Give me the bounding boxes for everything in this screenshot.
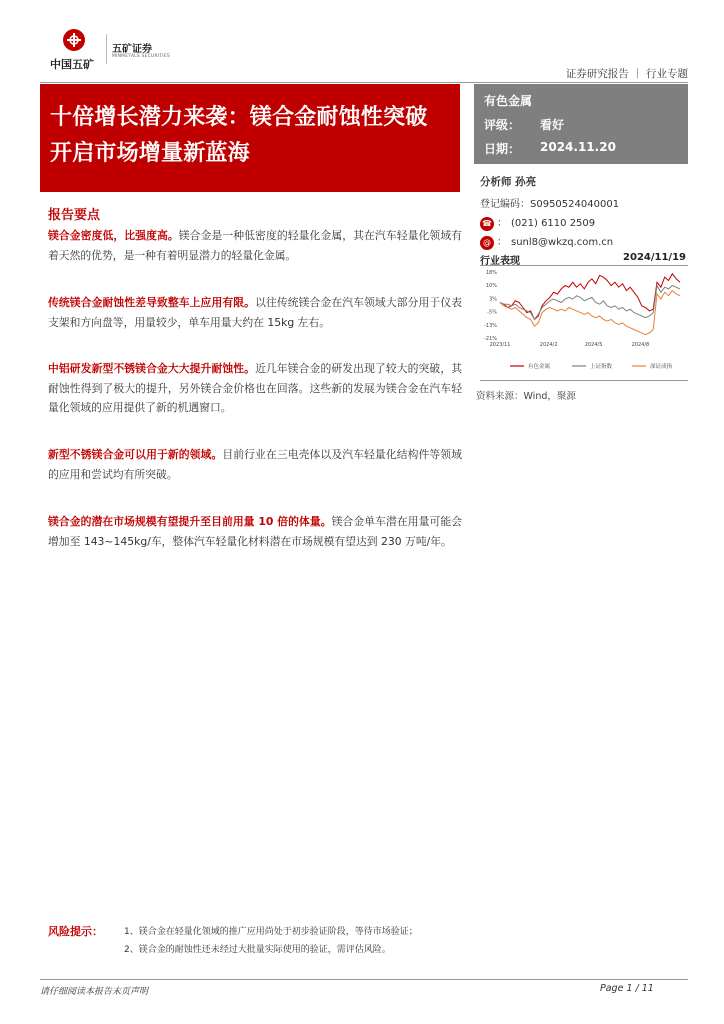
- email-icon: @: [480, 236, 494, 250]
- summary-point-4-highlight: 新型不锈镁合金可以用于新的领域。: [48, 448, 223, 461]
- company-name-cn: 中国五矿: [50, 58, 94, 71]
- analyst-registration: 登记编码：S0950524040001: [480, 199, 620, 210]
- summary-point-3-text: 近几年镁合金的研发出现了较大的突破，其耐蚀性得到了极大的提升，另外镁合金价格也在回落。这些新的发展为镁合金在汽车轻量化领域的应用提供了新的机遇窗口。: [48, 362, 463, 414]
- summary-point-2: [48, 293, 462, 332]
- analyst-info: [480, 174, 690, 252]
- rating-label: 评级：: [484, 118, 521, 132]
- header-divider: [40, 82, 688, 83]
- summary-point-1: [48, 226, 462, 265]
- industry-performance-chart: [480, 265, 688, 381]
- analyst-name: 分析师 孙亮: [480, 176, 537, 188]
- logo-divider: [106, 34, 107, 64]
- analyst-phone: (021) 6110 2509: [511, 218, 596, 229]
- analyst-phone-row: ☎ ： (021) 6110 2509: [480, 214, 690, 233]
- report-date: 2024.11.20: [540, 140, 616, 154]
- risk-label: 风险提示：: [48, 925, 103, 938]
- legend-label: 深证成指: [650, 364, 673, 370]
- rating-value: 看好: [540, 118, 565, 132]
- legend-label: 上证指数: [590, 364, 613, 370]
- x-tick-label: 2024/5: [584, 342, 603, 348]
- chart-source: 资料来源：Wind，聚源: [476, 391, 576, 402]
- x-tick-label: 2024/2: [539, 342, 558, 348]
- x-tick-label: 2023/11: [489, 342, 511, 348]
- company-logo: [48, 28, 170, 72]
- chart-date: 2024/11/19: [623, 252, 686, 263]
- report-title-line2: 开启市场增量新蓝海: [50, 141, 250, 166]
- analyst-email-row: @ ： sunl8@wkzq.com.cn: [480, 233, 690, 252]
- risk-item-2: 2、镁合金的耐蚀性还未经过大批量实际使用的验证，需评估风险。: [124, 945, 391, 955]
- summary-point-3-highlight: 中铝研发新型不锈镁合金大大提升耐蚀性。: [48, 362, 256, 375]
- footer-disclaimer: 请仔细阅读本报告末页声明: [40, 987, 149, 997]
- report-title-line1: 十倍增长潜力来袭：镁合金耐蚀性突破: [50, 105, 428, 130]
- brand-name-en: MINMETALS SECURITIES: [112, 54, 170, 59]
- risk-item-1: 1、镁合金在轻量化领域的推广应用尚处于初步验证阶段，等待市场验证；: [124, 927, 418, 937]
- report-type: 证券研究报告 ｜ 行业专题: [565, 68, 688, 80]
- summary-point-2-text: 以往传统镁合金在汽车领域大部分用于仪表支架和方向盘等，用量较少，单车用量大约在 15kg 左右。: [48, 296, 463, 329]
- summary-point-4-text: 目前行业在三电壳体以及汽车轻量化结构件等领域的应用和尝试均有所突破。: [48, 448, 462, 481]
- chart-title: 行业表现: [480, 256, 520, 267]
- summary-point-1-text: 镁合金是一种低密度的轻量化金属，其在汽车轻量化领域有着天然的优势，是一种有着明显潜力的轻量化金属。: [48, 229, 463, 262]
- chart-header: [480, 250, 688, 266]
- brand-name: 五矿证券: [112, 44, 152, 55]
- summary-point-1-highlight: 镁合金密度低，比强度高。: [48, 229, 179, 242]
- summary-point-5-highlight: 镁合金的潜在市场规模有望提升至目前用量 10 倍的体量。: [48, 515, 332, 528]
- legend-label: 有色金属: [528, 364, 551, 370]
- summary-point-5-text: 镁合金单车潜在用量可能会增加至 143~145kg/车，整体汽车轻量化材料潜在市场规模有望达到 230 万吨/年。: [48, 515, 462, 548]
- y-tick-label: -21%: [484, 336, 497, 342]
- summary-point-3: [48, 359, 462, 418]
- rating-box: [474, 84, 688, 164]
- footer-divider: [40, 979, 688, 980]
- minmetals-emblem-icon: [62, 28, 86, 52]
- y-tick-label: -5%: [487, 309, 497, 316]
- report-title-box: [40, 84, 460, 192]
- x-tick-label: 2024/8: [631, 342, 650, 348]
- page-number: Page 1 / 11: [600, 983, 654, 994]
- y-tick-label: -13%: [484, 322, 497, 329]
- summary-point-2-highlight: 传统镁合金耐蚀性差导致整车上应用有限。: [48, 296, 256, 309]
- section-heading-summary: 报告要点: [48, 208, 101, 223]
- sector-label: 有色金属: [484, 94, 533, 108]
- chart-svg: [480, 266, 688, 380]
- phone-icon: ☎: [480, 217, 494, 231]
- y-tick-label: 10%: [485, 283, 497, 290]
- analyst-email[interactable]: sunl8@wkzq.com.cn: [511, 237, 614, 248]
- date-label: 日期：: [484, 142, 521, 156]
- summary-point-5: [48, 512, 462, 551]
- y-tick-label: 3%: [489, 296, 497, 303]
- y-tick-label: 18%: [485, 270, 497, 276]
- summary-point-4: [48, 445, 462, 484]
